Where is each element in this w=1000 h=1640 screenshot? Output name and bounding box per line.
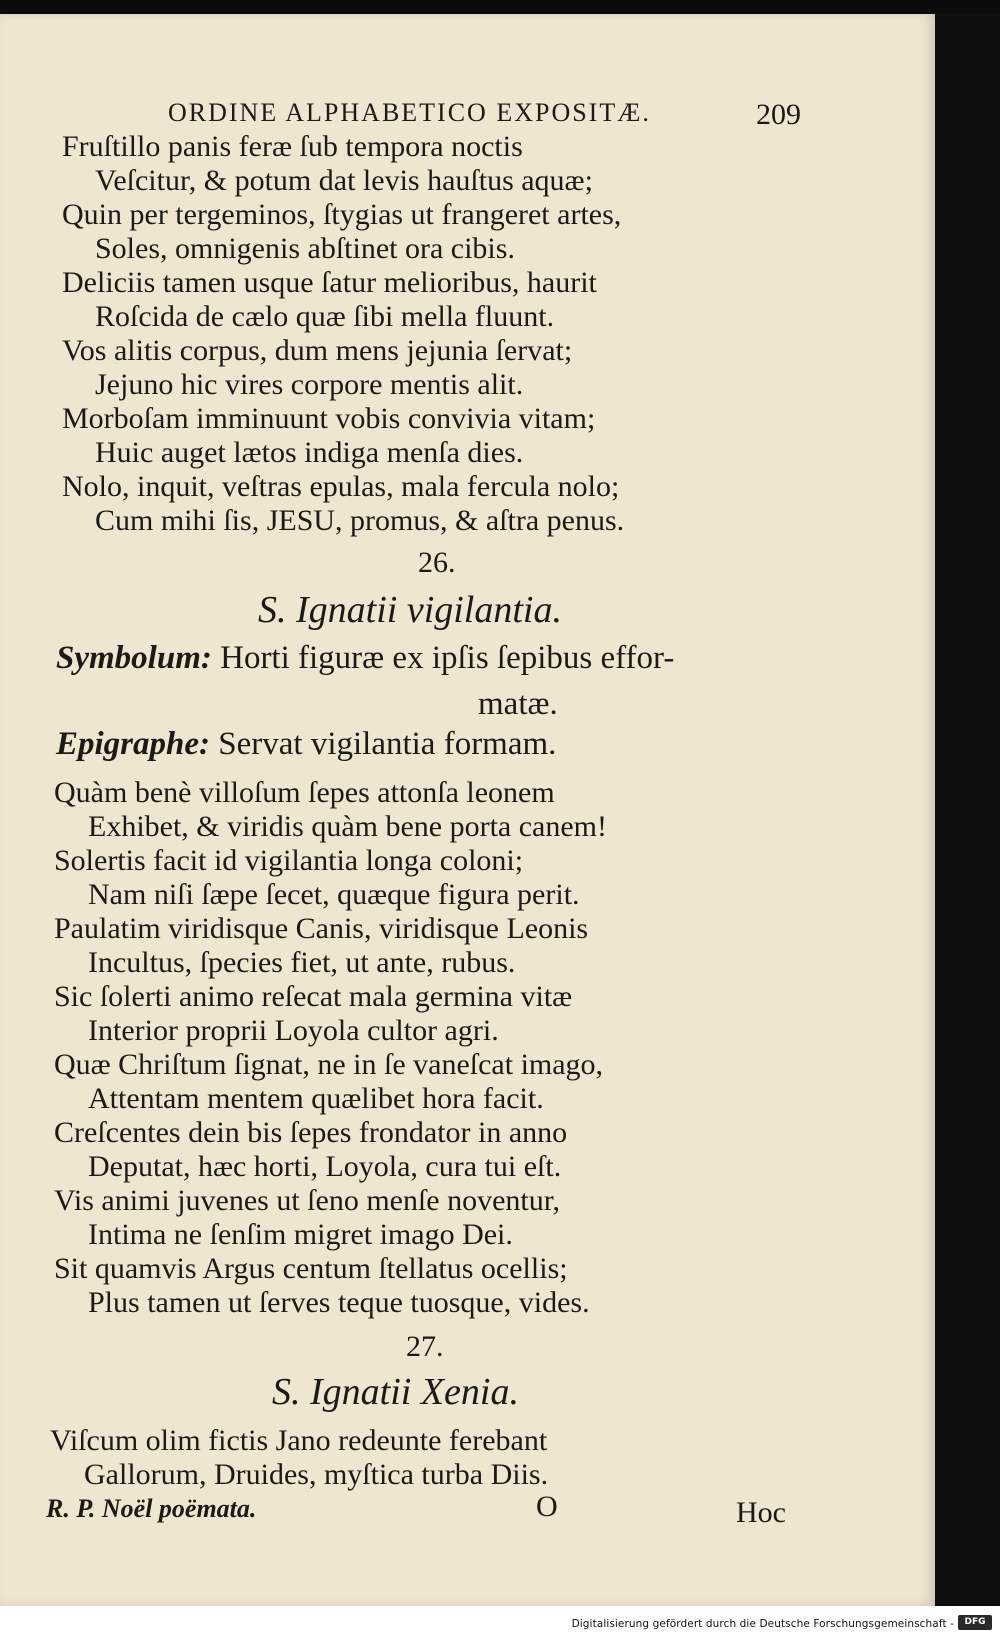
scan-background (935, 14, 1000, 1606)
verse-line: Nam niſi ſæpe ſecet, quæque figura perit. (88, 878, 580, 911)
section-number: 27. (406, 1330, 444, 1363)
symbolum-label: Symbolum: (56, 640, 212, 676)
book-page (0, 14, 935, 1606)
gathering-mark: O (536, 1490, 558, 1523)
verse-line: Vos alitis corpus, dum mens jejunia ſervat; (62, 334, 573, 367)
verse-line: Quæ Chriſtum ſignat, ne in ſe vaneſcat imago, (54, 1048, 604, 1081)
credit-bar (0, 1606, 1000, 1640)
verse-line: Cum mihi ſis, JESU, promus, & aſtra penus. (95, 504, 625, 537)
dfg-logo: DFG (958, 1615, 992, 1630)
verse-line: Gallorum, Druides, myſtica turba Diis. (84, 1458, 549, 1491)
verse-line: Attentam mentem quælibet hora facit. (88, 1082, 544, 1115)
verse-line: Vis animi juvenes ut ſeno menſe noventur, (54, 1184, 561, 1217)
verse-line: Sic ſolerti animo reſecat mala germina vitæ (54, 980, 573, 1013)
verse-line: Exhibet, & viridis quàm bene porta canem! (88, 810, 608, 843)
catchword: Hoc (736, 1496, 786, 1529)
verse-line: Quàm benè villoſum ſepes attonſa leonem (54, 776, 555, 809)
verse-line: Intima ne ſenſim migret imago Dei. (88, 1218, 513, 1251)
verse-line: Deliciis tamen usque ſatur melioribus, haurit (62, 266, 597, 299)
epigraphe-line (56, 726, 556, 763)
verse-line: Veſcitur, & potum dat levis hauſtus aquæ; (95, 164, 593, 197)
verse-line: Incultus, ſpecies fiet, ut ante, rubus. (88, 946, 516, 979)
verse-line: Deputat, hæc horti, Loyola, cura tui eſt. (88, 1150, 562, 1183)
symbolum-text: Horti figuræ ex ipſis ſepibus effor- (220, 640, 675, 676)
verse-line: Soles, omnigenis abſtinet ora cibis. (95, 232, 515, 265)
verse-line: Huic auget lætos indiga menſa dies. (95, 436, 524, 469)
section-title: S. Ignatii Xenia. (272, 1371, 519, 1413)
verse-line: Morboſam imminuunt vobis convivia vitam; (62, 402, 596, 435)
verse-line: Interior proprii Loyola cultor agri. (88, 1014, 499, 1047)
verse-line: Sit quamvis Argus centum ſtellatus ocellis; (54, 1252, 568, 1285)
section-number: 26. (418, 546, 456, 579)
verse-line: Creſcentes dein bis ſepes frondator in anno (54, 1116, 568, 1149)
verse-line: Jejuno hic vires corpore mentis alit. (95, 368, 524, 401)
page-number: 209 (756, 98, 801, 131)
credit-text: Digitalisierung gefördert durch die Deutsche Forschungsgemeinschaft - (571, 1618, 954, 1630)
epigraphe-label: Epigraphe: (56, 726, 211, 762)
section-title: S. Ignatii vigilantia. (258, 589, 562, 631)
verse-line: Fruſtillo panis feræ ſub tempora noctis (62, 130, 523, 163)
epigraphe-text: Servat vigilantia formam. (218, 726, 557, 762)
signature-mark: R. P. Noël poëmata. (46, 1494, 257, 1523)
verse-line: Plus tamen ut ſerves teque tuosque, vides. (88, 1286, 590, 1319)
verse-line: Quin per tergeminos, ſtygias ut frangeret artes, (62, 198, 622, 231)
verse-line: Nolo, inquit, veſtras epulas, mala fercula nolo; (62, 470, 620, 503)
verse-line: Roſcida de cælo quæ ſibi mella fluunt. (95, 300, 555, 333)
running-title: ORDINE ALPHABETICO EXPOSITÆ. (168, 98, 651, 127)
verse-line: Solertis facit id vigilantia longa coloni; (54, 844, 524, 877)
symbolum-line (56, 640, 674, 677)
verse-line: Viſcum olim fictis Jano redeunte ferebant (50, 1424, 548, 1457)
verse-line: Paulatim viridisque Canis, viridisque Leonis (54, 912, 589, 945)
symbolum-continuation: matæ. (478, 686, 558, 722)
